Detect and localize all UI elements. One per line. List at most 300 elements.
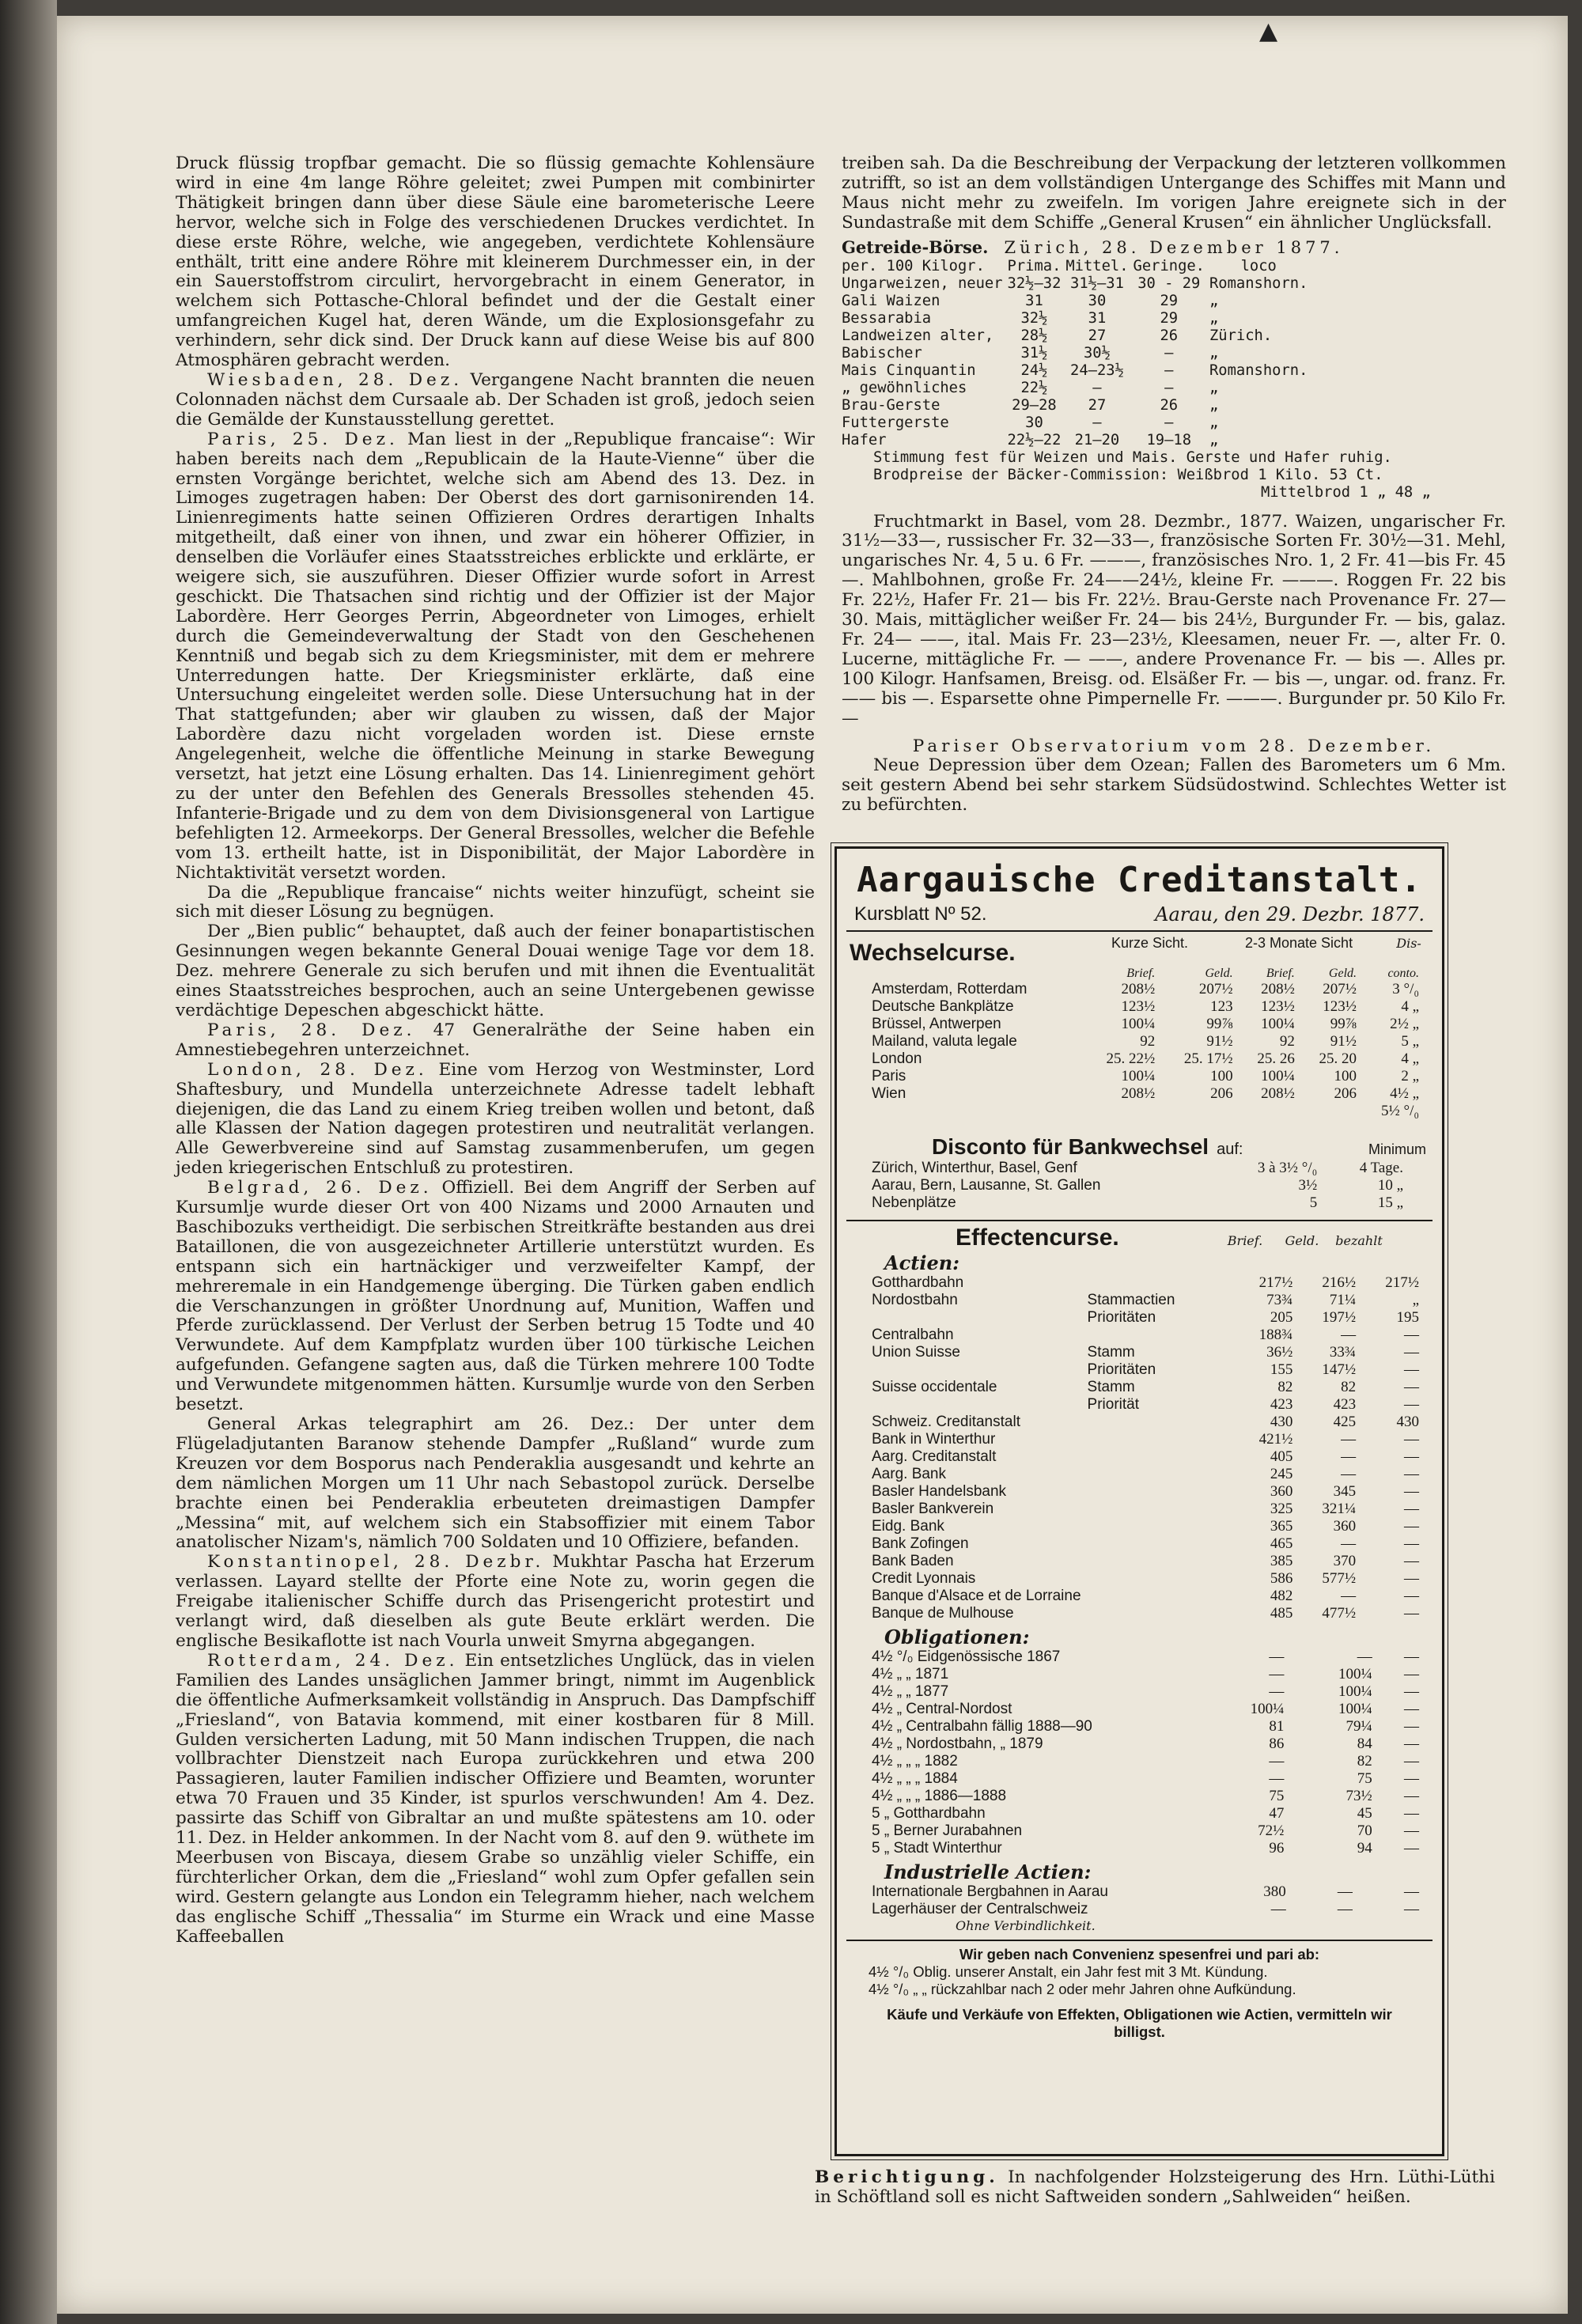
aktien-cell: — — [1404, 1379, 1419, 1395]
oblig-cell: 75 — [1269, 1788, 1285, 1804]
wechsel-cell: 2½ „ — [1390, 1016, 1419, 1032]
grain-cell: 26 — [1160, 327, 1179, 344]
aktien-cell: — — [1341, 1431, 1357, 1448]
oblig-cell: 81 — [1269, 1718, 1285, 1735]
aktien-cell: 477½ — [1322, 1605, 1357, 1622]
grain-row — [842, 432, 1312, 449]
article-paragraph: Da die „Republique francaise“ nichts weiter hinzufügt, scheint sie sich mit dieser Lösung zu begnügen. — [176, 882, 815, 922]
oblig-cell: 5 „ Berner Jurabahnen — [872, 1822, 1023, 1839]
aktien-row — [869, 1483, 1422, 1501]
wechsel-cell: 91½ — [1330, 1033, 1357, 1050]
wechsel-cell: 91½ — [1206, 1033, 1233, 1050]
aktien-row — [869, 1309, 1422, 1327]
oblig-cell: — — [1269, 1753, 1285, 1769]
industrial-cell: Internationale Bergbahnen in Aarau — [872, 1883, 1108, 1900]
bread-prices-2: Mittelbrod 1 „ 48 „ — [1261, 483, 1431, 501]
wechsel-cell: 208½ — [1121, 1085, 1156, 1102]
grain-col-label: per. 100 Kilogr. — [842, 257, 985, 274]
disconto-cell: Nebenplätze — [872, 1194, 956, 1211]
oblig-cell: — — [1404, 1718, 1419, 1735]
wechsel-cell: 4 „ — [1401, 998, 1419, 1015]
aktien-cell: 82 — [1277, 1379, 1293, 1395]
aktien-cell — [869, 1396, 1084, 1414]
grain-cell: 27 — [1088, 327, 1107, 344]
oblig-cell: — — [1404, 1753, 1419, 1769]
aktien-row — [869, 1396, 1422, 1414]
grain-col-label: Mittel. — [1065, 257, 1129, 274]
oblig-cell: — — [1269, 1683, 1285, 1700]
ad-title: Aargauische Creditanstalt. — [857, 860, 1422, 900]
disconto-cell: 10 „ — [1377, 1177, 1403, 1194]
wechsel-cell: 100¼ — [1261, 1016, 1295, 1032]
grain-cell: 32½ — [1020, 309, 1048, 327]
disconto-row — [869, 1177, 1406, 1194]
grain-cell: „ — [1209, 431, 1219, 449]
aktien-cell: — — [1404, 1344, 1419, 1361]
aktien-cell: 188¾ — [1258, 1327, 1293, 1343]
wechsel-cell: 100 — [1210, 1068, 1233, 1084]
aktien-cell: 425 — [1333, 1414, 1357, 1430]
article-paragraph: Rotterdam, 24. Dez. Ein entsetzliches Unglück, das in vielen Familien des Landes unsäglichen Jammer bringt, nimmt im Augenblick die öffentliche Aufmerksamkeit vollständig in Anspruch. Das Dampfschiff „Friesland“, von Batavia kommend, mit einer kostbaren für 8 Mill. Gulden versicherten Ladung, mit 50 Mann indischen Truppen, die nach vollbrachter Dienstzeit nach Europa zurückkehren und etwa 200 Passagieren, lauter Familien indischer Offiziere und Beamten, worunter etwa 70 Frauen und 35 Kinder, ist spurlos verschwunden! Am 4. Dez. passirte das Schiff von Gibraltar an und mußte spätestens am 10. oder 11. Dez. in Helder ankommen. In der Nacht vom 8. auf den 9. wüthete im Meerbusen von Biscaya, diesem Grabe so unzählig vieler Schiffe, ein fürchterlicher Orkan, dem die „Friesland“ wohl zum Opfer gefallen sein wird. Gestern gelangte aus London ein Telegramm hieher, nach welchem das englische Schiff „Thessalia“ im Sturme ein Wrack und eine Masse Kaffeeballen — [176, 1650, 815, 1947]
oblig-row — [869, 1822, 1422, 1840]
article-paragraph: General Arkas telegraphirt am 26. Dez.: Der unter dem Flügeladjutanten Baranow stehende Dampfer „Rußland“ wurde zum Kreuzen vor dem Bosporus nach Penderaklia ausgesandt und kehrte an dem nämlichen Morgen um 11 Uhr nach Sebastopol zurück. Derselbe brachte einen bei Penderaklia erbeuteten dreimastigen Dampfer „Messina“ mit, auf welchem sich ein Stabsoffizier mit einem Tabor anatolischer Nizam's, nämlich 700 Soldaten und 10 Offiziere, befanden. — [176, 1414, 815, 1553]
oblig-cell: 79¼ — [1345, 1718, 1372, 1735]
oblig-cell: — — [1404, 1648, 1419, 1665]
oblig-cell: — — [1404, 1770, 1419, 1787]
oblig-cell: — — [1269, 1770, 1285, 1787]
grain-cell: „ — [1209, 292, 1219, 309]
oblig-cell: 4½ „ Centralbahn fällig 1888—90 — [872, 1718, 1092, 1735]
grain-cell: Mais Cinquantin — [842, 361, 976, 379]
wechsel-cell: Wien — [872, 1085, 906, 1102]
aktien-cell — [1084, 1588, 1233, 1605]
wechsel-cell — [869, 1103, 1081, 1120]
grain-cell: Romanshorn. — [1209, 274, 1308, 292]
oblig-cell: — — [1404, 1805, 1419, 1822]
disconto-cell: 3 à 3½ °/₀ — [1257, 1160, 1318, 1176]
wechsel-cell: 206 — [1210, 1085, 1233, 1102]
aktien-cell — [1084, 1605, 1233, 1622]
aktien-cell: 423 — [1270, 1396, 1293, 1413]
aktien-cell: 577½ — [1322, 1570, 1357, 1587]
grain-cell: — — [1092, 414, 1102, 431]
wechsel-cell: 207½ — [1323, 981, 1357, 997]
grain-cell: „ — [1209, 396, 1219, 414]
oblig-row — [869, 1648, 1422, 1666]
oblig-cell: 4½ „ „ 1877 — [872, 1683, 949, 1700]
aktien-cell: 423 — [1333, 1396, 1357, 1413]
grain-row — [842, 293, 1312, 310]
wechsel-cell: 3 °/₀ — [1392, 981, 1419, 997]
grain-cell: 30 — [1088, 292, 1107, 309]
aktien-cell — [1084, 1535, 1233, 1553]
grain-cell: Babischer — [842, 344, 922, 361]
ad-footer-line: Käufe und Verkäufe von Effekten, Obligationen wie Actien, vermitteln wir billigst. — [887, 2006, 1392, 2040]
grain-row — [842, 345, 1312, 362]
grain-cell: Bessarabia — [842, 309, 932, 327]
grain-cell: 30 - 29 — [1137, 274, 1201, 292]
article-paragraph: treiben sah. Da die Beschreibung der Verpackung der letzteren vollkommen zutrifft, so ist an dem vollständigen Untergange des Schiffes mit Mann und Maus nicht mehr zu zweifeln. Im vorigen Jahre ereignete sich in der Sundastraße mit dem Schiffe „General Krusen“ ein ähnlicher Unglücksfall. — [842, 153, 1506, 233]
grain-cell: — — [1164, 379, 1174, 396]
wechsel-title: Wechselcurse. — [850, 940, 1016, 966]
aktien-cell: 217½ — [1258, 1274, 1293, 1291]
oblig-row — [869, 1788, 1422, 1805]
oblig-cell: 45 — [1357, 1805, 1372, 1822]
wechsel-cell: 100 — [1334, 1068, 1357, 1084]
grain-cell: 22½—22 — [1007, 431, 1062, 449]
wechsel-cell: Deutsche Bankplätze — [872, 998, 1014, 1015]
aktien-cell — [1084, 1327, 1233, 1344]
aktien-cell: Prioritäten — [1087, 1309, 1156, 1326]
aktien-cell: Priorität — [1087, 1396, 1140, 1413]
wechsel-cell: 5½ °/₀ — [1380, 1103, 1419, 1119]
oblig-cell: 4½ „ „ 1871 — [872, 1666, 949, 1682]
grain-cell: „ — [1209, 344, 1219, 361]
grain-cell: „ — [1209, 379, 1219, 396]
aktien-cell: 430 — [1396, 1414, 1419, 1430]
aktien-cell: Basler Bankverein — [872, 1501, 994, 1517]
industrial-cell: 380 — [1263, 1883, 1286, 1900]
aktien-cell: 405 — [1270, 1448, 1293, 1465]
effecten-head-bezahlt: bezahlt — [1335, 1233, 1383, 1248]
industrial-cell: — — [1337, 1883, 1353, 1900]
aktien-cell — [1084, 1431, 1233, 1448]
aktien-cell — [1084, 1518, 1233, 1535]
aktien-cell: 321¼ — [1322, 1501, 1357, 1517]
wechsel-row — [869, 981, 1422, 998]
oblig-cell: 100¼ — [1250, 1701, 1285, 1717]
grain-cell: 31½ — [1020, 344, 1048, 361]
wechsel-cell: 92 — [1279, 1033, 1295, 1050]
wechsel-cell: 25. 22½ — [1106, 1050, 1156, 1067]
wechsel-cell — [1298, 1103, 1360, 1120]
oblig-cell: 96 — [1269, 1840, 1285, 1857]
ad-subheading — [854, 903, 1425, 925]
wechsel-row — [869, 1050, 1422, 1068]
oblig-cell: 4½ „ Central-Nordost — [872, 1701, 1012, 1717]
grain-cell: 29—28 — [1012, 396, 1057, 414]
aktien-cell: — — [1404, 1553, 1419, 1569]
aktien-cell: — — [1341, 1466, 1357, 1482]
aktien-row — [869, 1274, 1422, 1292]
aktien-row — [869, 1327, 1422, 1344]
oblig-cell: 86 — [1269, 1735, 1285, 1752]
aktien-row — [869, 1379, 1422, 1396]
aktien-cell: — — [1341, 1448, 1357, 1465]
aktien-cell: Credit Lyonnais — [872, 1570, 976, 1587]
grain-cell: „ — [1209, 414, 1219, 431]
aktien-cell: 325 — [1270, 1501, 1293, 1517]
oblig-cell: — — [1404, 1666, 1419, 1682]
wechsel-row — [869, 998, 1422, 1016]
aktien-row — [869, 1431, 1422, 1448]
aktien-row — [869, 1414, 1422, 1431]
aktien-cell: — — [1404, 1535, 1419, 1552]
left-column — [176, 154, 815, 1947]
oblig-cell: 100¼ — [1338, 1666, 1372, 1682]
disconto-auf: auf: — [1217, 1141, 1243, 1158]
aktien-row — [869, 1588, 1422, 1605]
wechsel-cell: 25. 26 — [1257, 1050, 1295, 1067]
ad-footer-line: 4½ °/₀ Oblig. unserer Anstalt, ein Jahr fest mit 3 Mt. Kündung. — [869, 1963, 1268, 1980]
aktien-cell: Gotthardbahn — [872, 1274, 964, 1291]
aktien-cell: Prioritäten — [1087, 1361, 1156, 1378]
aktien-cell — [869, 1309, 1084, 1327]
wechsel-cell: 100¼ — [1261, 1068, 1295, 1084]
aktien-cell: 465 — [1270, 1535, 1293, 1552]
oblig-row — [869, 1735, 1422, 1753]
industrial-table — [869, 1883, 1422, 1918]
aktien-cell: Basler Handelsbank — [872, 1483, 1007, 1500]
article-paragraph: Paris, 25. Dez. Man liest in der „Republique francaise“: Wir haben bereits nach dem „Republicain de la Haute-Vienne“ über die ernsten Vorgänge berichtet, welche sich am Abend des 13. Dez. in Limoges zugetragen haben: Der Oberst des dort garnisonirenden 14. Linienregiments hatte seinen Offizieren Ordres derartigen Inhalts mitgetheilt, daß einer von ihnen, und zwar ein höherer Offizier, in denselben die Vorläufer eines Staatsstreiches erblickte und erklärte, er weigere sich, sie auszuführen. Dieser Offizier wurde sofort in Arrest geschickt. Die Thatsachen sind richtig und der Offizier ist der Major Labordère. Herr Georges Perrin, Abgeordneter von Limoges, erhielt durch die Gemeindeverwaltung der Stadt von den Geschehenen Kenntniß und begab sich zu dem Kriegsminister, mit dem er mehrere Unterredungen hatte. Der Kriegsminister erklärte, daß eine Untersuchung eingeleitet werden solle. Diese Untersuchung hat in der That stattgefunden; aber wir glauben zu wissen, daß der Major Labordère dazu nicht vorgeladen worden ist. Diese ernste Angelegenheit, welche die öffentliche Meinung in starke Bewegung versetzt, hat jetzt eine Lösung erhalten. Das 14. Linienregiment gehört zu der unter den Befehlen des Generals Bressolles stehenden 45. Infanterie-Brigade und zu dem von dem Divisionsgeneral von Lartigue befehligten 12. Armeekorps. Der General Bressolles, welcher die Befehle vom 13. ertheilt hatte, ist in Disponibilität, der Major Labordère in Nichtaktivität versetzt worden. — [176, 429, 815, 883]
aktien-row — [869, 1292, 1422, 1309]
aktien-cell: Banque de Mulhouse — [872, 1605, 1014, 1622]
grain-cell: 31 — [1025, 292, 1043, 309]
wechsel-cell: 99⅞ — [1330, 1016, 1357, 1032]
disconto-cell: Aarau, Bern, Lausanne, St. Gallen — [872, 1177, 1101, 1194]
wechsel-cell: 123 — [1210, 998, 1233, 1015]
wechsel-cell: 25. 17½ — [1183, 1050, 1233, 1067]
aktien-cell: 71¼ — [1329, 1292, 1357, 1308]
article-paragraph: Druck flüssig tropfbar gemacht. Die so flüssig gemachte Kohlensäure wird in eine 4m lange Röhre geleitet; zwei Pumpen mit combinirter Thätigkeit bringen dann über diese Säule eine barometerische Leere hervor, welche sich in Folge des verschiedenen Druckes verdichtet. In diese erste Röhre, welche, wie angegeben, verdichtete Kohlensäure enthält, tritt eine andere Röhre mit kleinerem Durchmesser ein, in der ein Sauerstoffstrom circulirt, hervorgebracht in einem Generator, in welchem sich Pottasche-Chloral befindet und der die Gestalt einer umfangreichen Kugel hat, deren Wände, um die Explosionsgefahr zu verhindern, sehr dick sind. Der Druck kann auf diese Weise bis auf 800 Atmosphären gebracht werden. — [176, 153, 815, 371]
wechsel-cell: 207½ — [1198, 981, 1233, 997]
aktien-cell: 360 — [1333, 1518, 1357, 1535]
aktien-cell — [1084, 1466, 1233, 1483]
wechsel-cell — [1081, 1103, 1158, 1120]
aktien-cell: Centralbahn — [872, 1327, 954, 1343]
oblig-cell: — — [1404, 1735, 1419, 1752]
aktien-cell: — — [1404, 1588, 1419, 1604]
wechsel-cell — [1158, 1103, 1236, 1120]
ohne-verbindlichkeit: Ohne Verbindlichkeit. — [956, 1918, 1096, 1933]
grain-cell: 28½ — [1020, 327, 1048, 344]
grain-cell: Landweizen alter, — [842, 327, 994, 344]
bread-prices-1: Brodpreise der Bäcker-Commission: Weißbrod 1 Kilo. 53 Ct. — [873, 466, 1383, 483]
grain-col-label: Prima. — [1007, 257, 1062, 274]
disconto-cell: 4 Tage. — [1359, 1160, 1403, 1176]
grain-cell: 31½—31 — [1070, 274, 1124, 292]
aktien-cell: — — [1341, 1327, 1357, 1343]
aktien-cell: 197½ — [1322, 1309, 1357, 1326]
aktien-cell — [1084, 1483, 1233, 1501]
grain-cell: 30½ — [1083, 344, 1111, 361]
aktien-cell: — — [1404, 1570, 1419, 1587]
grain-cell: Ungarweizen, neuer — [842, 274, 1003, 292]
grain-cell: Hafer — [842, 431, 887, 449]
aktien-row — [869, 1518, 1422, 1535]
page-corner-mark: ▲ — [1259, 17, 1278, 45]
oblig-cell: 75 — [1357, 1770, 1372, 1787]
aktien-cell: 360 — [1270, 1483, 1293, 1500]
grain-cell: 27 — [1088, 396, 1107, 414]
article-paragraph: Konstantinopel, 28. Dezbr. Mukhtar Pascha hat Erzerum verlassen. Layard stellte der Pforte eine Note zu, worin gegen die Freigabe italienischer Schiffe durch das Prisengericht protestirt und verlangt wird, daß dieselben als gute Beute erklärt werden. Die englische Besikaflotte ist nach Vourla unweit Smyrna abgegangen. — [176, 1552, 815, 1651]
wechsel-cell: 4½ „ — [1390, 1085, 1419, 1102]
oblig-cell: 94 — [1357, 1840, 1372, 1857]
disconto-cell: Zürich, Winterthur, Basel, Genf — [872, 1160, 1077, 1176]
industrial-row — [869, 1883, 1422, 1901]
grain-row — [842, 380, 1312, 397]
ad-date: Aarau, den 29. Dezbr. 1877. — [1155, 903, 1425, 925]
aktien-cell: Suisse occidentale — [872, 1379, 997, 1395]
grain-row — [842, 327, 1312, 345]
grain-col-label: loco — [1240, 257, 1277, 274]
aktien-title: Actien: — [884, 1251, 960, 1274]
grain-cell: 29 — [1160, 292, 1179, 309]
oblig-title: Obligationen: — [884, 1626, 1030, 1648]
aktien-cell: 82 — [1341, 1379, 1357, 1395]
aktien-cell: 73¾ — [1266, 1292, 1293, 1308]
oblig-table — [869, 1648, 1422, 1857]
aktien-cell — [1084, 1570, 1233, 1588]
disconto-cell: 5 — [1309, 1194, 1318, 1211]
disconto-cell: 3½ — [1298, 1177, 1318, 1194]
oblig-row — [869, 1753, 1422, 1770]
kursblatt-number: Kursblatt Nº 52. — [854, 903, 987, 925]
oblig-cell: — — [1404, 1683, 1419, 1700]
oblig-row — [869, 1840, 1422, 1857]
oblig-row — [869, 1718, 1422, 1735]
aktien-cell: — — [1404, 1396, 1419, 1413]
grain-row — [842, 414, 1312, 432]
aktien-table — [869, 1274, 1422, 1622]
disconto-row — [869, 1160, 1406, 1177]
grain-cell: 21—20 — [1074, 431, 1120, 449]
article-paragraph: Belgrad, 26. Dez. Offiziell. Bei dem Angriff der Serben auf Kursumlje wurde dieser Ort von 400 Nizams und 2000 Arnauten und Baschibozuks vertheidigt. Die serbischen Streitkräfte bestanden aus drei Bataillonen, die von ausgezeichneter Artillerie unterstützt wurden. Es entspann sich ein hartnäckiger und verzweifelter Kampf, der mehreremale in ein Handgemenge überging. Die Türken gaben endlich die Verschanzungen in größter Unordnung auf, Munition, Waffen und Pferde zurücklassend. Der Verlust der Serben betrug 15 Todte und 40 Verwundete. Auf dem Kampfplatz wurden über 100 türkische Leichen aufgefunden. Gefangene sagten aus, daß die Türken mehrere 100 Todte und Verwundete mitgenommen hätten. Kursumlje wurde von den Serben besetzt. — [176, 1178, 815, 1415]
oblig-row — [869, 1701, 1422, 1718]
grain-row — [842, 362, 1312, 380]
industrial-cell: — — [1404, 1883, 1419, 1900]
aktien-cell: 365 — [1270, 1518, 1293, 1535]
oblig-cell: 4½ °/₀ Eidgenössische 1867 — [872, 1648, 1061, 1665]
aktien-cell: 155 — [1270, 1361, 1293, 1378]
wechsel-cell: 100¼ — [1121, 1068, 1156, 1084]
oblig-cell: — — [1404, 1788, 1419, 1804]
grain-cell: Gali Waizen — [842, 292, 940, 309]
oblig-row — [869, 1805, 1422, 1822]
oblig-cell: 72½ — [1258, 1822, 1285, 1839]
industrial-row — [869, 1901, 1422, 1918]
aktien-cell — [1084, 1501, 1233, 1518]
oblig-cell: 4½ „ „ „ 1886—1888 — [872, 1788, 1007, 1804]
grain-cell: 31 — [1088, 309, 1107, 327]
aktien-cell: Stamm — [1087, 1344, 1135, 1361]
aktien-cell: Stammactien — [1087, 1292, 1175, 1308]
industrial-cell: Lagerhäuser der Centralschweiz — [872, 1901, 1088, 1917]
ad-footer-line: Wir geben nach Convenienz spesenfrei und pari ab: — [959, 1946, 1320, 1963]
article-paragraph: London, 28. Dez. Eine vom Herzog von Westminster, Lord Shaftesbury, und Mundella unterzeichnete Adresse tadelt lebhaft diejenigen, die das Land zu einem Krieg treiben wollen und betont, daß alle Klassen der Nation dagegen protestiren und neutralität verlangen. Alle Gewerbvereine sind auf Samstag zusammenberufen, um gegen jeden kriegerischen Entschluß zu protestiren. — [176, 1059, 815, 1179]
article-paragraph: Wiesbaden, 28. Dez. Vergangene Nacht brannten die neuen Colonnaden nächst dem Cursaale ab. Der Schaden ist groß, jedoch seien die Gemälde der Kunstausstellung gerettet. — [176, 369, 815, 430]
grain-cell: 24—23½ — [1070, 361, 1124, 379]
aktien-cell: „ — [1412, 1292, 1419, 1308]
aktien-cell: Aarg. Bank — [872, 1466, 946, 1482]
grain-cell: „ — [1209, 309, 1219, 327]
aktien-row — [869, 1535, 1422, 1553]
aktien-cell: — — [1341, 1588, 1357, 1604]
aktien-cell: Bank Baden — [872, 1553, 954, 1569]
grain-cell: 29 — [1160, 309, 1179, 327]
creditanstalt-ad — [835, 846, 1444, 2156]
aktien-cell: — — [1404, 1431, 1419, 1448]
oblig-row — [869, 1683, 1422, 1701]
grain-row — [842, 397, 1312, 414]
wechsel-cell: Amsterdam, Rotterdam — [872, 981, 1028, 997]
oblig-cell: — — [1269, 1666, 1285, 1682]
aktien-cell: Bank in Winterthur — [872, 1431, 996, 1448]
grain-cell: Zürich. — [1209, 327, 1273, 344]
wechsel-row — [869, 1068, 1422, 1085]
observatory-paragraph: Neue Depression über dem Ozean; Fallen des Barometers um 6 Mm. seit gestern Abend bei sehr starkem Südsüdostwind. Schlechtes Wetter ist zu befürchten. — [842, 755, 1506, 816]
disconto-cell: 15 „ — [1377, 1194, 1403, 1211]
article-paragraph: Paris, 28. Dez. 47 Generalräthe der Seine haben ein Amnestiebegehren unterzeichnet. — [176, 1020, 815, 1060]
aktien-cell: 482 — [1270, 1588, 1293, 1604]
aktien-cell: — — [1404, 1518, 1419, 1535]
grain-exchange-heading: Getreide-Börse. Zürich, 28. Dezember 1877. — [842, 237, 1344, 257]
wechsel-cell: 208½ — [1261, 1085, 1295, 1102]
wechsel-cell: 99⅞ — [1206, 1016, 1233, 1032]
aktien-row — [869, 1553, 1422, 1570]
aktien-cell: Union Suisse — [872, 1344, 960, 1361]
wechsel-cell: 25. 20 — [1319, 1050, 1357, 1067]
oblig-row — [869, 1666, 1422, 1683]
grain-cell: — — [1092, 379, 1102, 396]
effecten-head-geld: Geld. — [1285, 1233, 1319, 1248]
aktien-cell: Aarg. Creditanstalt — [872, 1448, 997, 1465]
oblig-row — [869, 1770, 1422, 1788]
aktien-cell: 370 — [1333, 1553, 1357, 1569]
oblig-cell: 4½ „ „ „ 1884 — [872, 1770, 958, 1787]
grain-cell: — — [1164, 344, 1174, 361]
aktien-cell — [1084, 1553, 1233, 1570]
oblig-cell: 5 „ Stadt Winterthur — [872, 1840, 1002, 1857]
wechsel-cell: 5 „ — [1401, 1033, 1419, 1050]
oblig-cell: 47 — [1269, 1805, 1285, 1822]
aktien-row — [869, 1361, 1422, 1379]
aktien-cell: Nordostbahn — [872, 1292, 958, 1308]
grain-note: Stimmung fest für Weizen und Mais. Gerste und Hafer ruhig. — [873, 449, 1392, 466]
disconto-table — [869, 1160, 1406, 1212]
basel-market-paragraph: Fruchtmarkt in Basel, vom 28. Dezmbr., 1877. Waizen, ungarischer Fr. 31½—33—, russischer Fr. 32—33—, französische Sorten Fr. 30½—31. Mehl, ungarisches Nr. 4, 5 u. 6 Fr. ———, französisches Nro. 1, 2 Fr. 41—bis Fr. 45—. Mahlbohnen, große Fr. 24——24½, kleine Fr. ———. Roggen Fr. 22 bis Fr. 22½, Hafer Fr. 21— bis Fr. 22½. Brau-Gerste nach Provenance Fr. 27—30. Mais, mittäglicher weißer Fr. 24— bis 24½, Burgunder Fr. — bis, galaz. Fr. 24— ——, ital. Mais Fr. 23—23½, Kleesamen, neuer Fr. —, alter Fr. 0. Lucerne, mittägliche Fr. — ——, andere Provenance Fr. — bis —. Alles pr. 100 Kilogr. Hanfsamen, Breisg. od. Elsäßer Fr. — bis —, ungar. od. franz. Fr. —— bis —. Esparsette ohne Pimpernelle Fr. ———. Burgunder pr. 50 Kilo Fr. — — [842, 511, 1506, 729]
aktien-cell: 217½ — [1385, 1274, 1419, 1291]
grain-cell: 32½—32 — [1007, 274, 1062, 292]
aktien-cell: 205 — [1270, 1309, 1293, 1326]
aktien-cell: 195 — [1396, 1309, 1419, 1326]
aktien-cell: 430 — [1270, 1414, 1293, 1430]
wechsel-row — [869, 1033, 1422, 1050]
wechsel-header: Kurze Sicht. 2-3 Monate Sicht Dis- — [1111, 935, 1421, 951]
disconto-minimum: Minimum — [1368, 1141, 1426, 1157]
wechsel-cell: 123½ — [1121, 998, 1156, 1015]
aktien-cell — [869, 1361, 1084, 1379]
aktien-cell — [1084, 1414, 1233, 1431]
wechsel-row — [869, 1016, 1422, 1033]
aktien-cell: — — [1404, 1466, 1419, 1482]
oblig-cell: 73½ — [1345, 1788, 1372, 1804]
wechsel-cell: 4 „ — [1401, 1050, 1419, 1067]
oblig-cell: 4½ „ „ „ 1882 — [872, 1753, 958, 1769]
oblig-cell: 82 — [1357, 1753, 1372, 1769]
grain-cell: Romanshorn. — [1209, 361, 1308, 379]
oblig-cell: — — [1404, 1840, 1419, 1857]
wechsel-cell: Brüssel, Antwerpen — [872, 1016, 1001, 1032]
grain-cell: — — [1164, 414, 1174, 431]
wechsel-cell: 208½ — [1121, 981, 1156, 997]
grain-row — [842, 275, 1312, 293]
right-column — [842, 154, 1506, 816]
effecten-head-brief: Brief. — [1227, 1233, 1263, 1248]
wechsel-cell: Paris — [872, 1068, 906, 1084]
oblig-cell: 84 — [1357, 1735, 1372, 1752]
ad-footer-line: 4½ °/₀ „ „ rückzahlbar nach 2 oder mehr Jahren ohne Aufkündung. — [869, 1981, 1296, 1997]
